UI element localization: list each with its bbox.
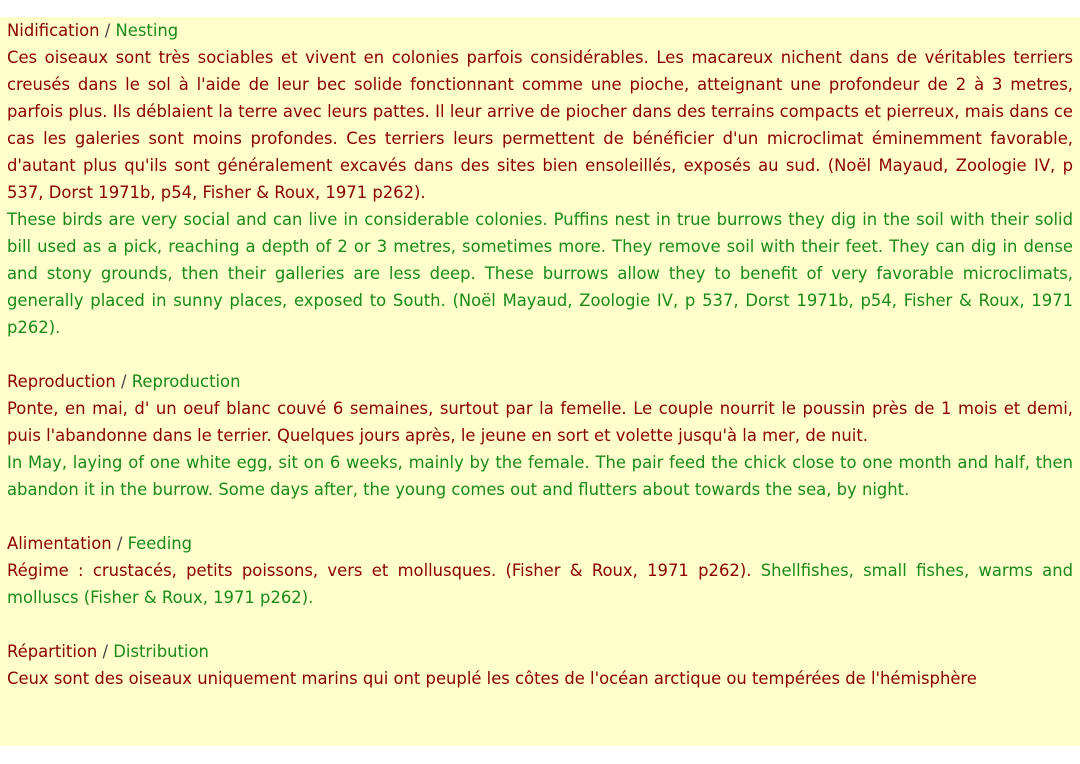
heading-en: Reproduction	[131, 372, 241, 391]
paragraph-en: In May, laying of one white egg, sit on 6 weeks, mainly by the female. The pair feed the chick close to one month and half, then abandon it in the burrow. Some days after, the young comes out and flutters about towards the sea, by night.	[7, 453, 1073, 499]
paragraph-en: These birds are very social and can live in considerable colonies. Puffins nest in true burrows they dig in the soil with their solid bill used as a pick, reaching a depth of 2 or 3 metres, sometimes more. They remove soil with their feet. They can dig in dense and stony grounds, then their galleries are less deep. These burrows allow they to benefit of very favorable microclimats, generally placed in sunny places, exposed to South. (Noël Mayaud, Zoologie IV, p 537, Dorst 1971b, p54, Fisher & Roux, 1971 p262).	[7, 210, 1073, 337]
heading-separator: /	[102, 642, 109, 661]
heading-en: Feeding	[127, 534, 193, 553]
heading-separator: /	[104, 21, 111, 40]
heading-fr: Reproduction	[7, 372, 116, 391]
section-heading	[7, 638, 1073, 665]
heading-fr: Nidification	[7, 21, 100, 40]
document-page	[0, 17, 1080, 746]
paragraph-fr: Ponte, en mai, d' un oeuf blanc couvé 6 semaines, surtout par la femelle. Le couple nourrit le poussin près de 1 mois et demi, puis l'abandonne dans le terrier. Quelques jours après, le jeune en sort et volette jusqu'à la mer, de nuit.	[7, 399, 1073, 445]
section-feeding	[7, 530, 1073, 611]
heading-separator: /	[116, 534, 123, 553]
heading-fr: Alimentation	[7, 534, 112, 553]
paragraph-en: Shellfishes, small fishes, warms and molluscs (Fisher & Roux, 1971 p262).	[7, 561, 1073, 607]
section-heading	[7, 368, 1073, 395]
paragraph-fr: Régime : crustacés, petits poissons, vers et mollusques. (Fisher & Roux, 1971 p262).	[7, 561, 752, 580]
section-heading	[7, 530, 1073, 557]
paragraph-fr: Ceux sont des oiseaux uniquement marins qui ont peuplé les côtes de l'océan arctique ou tempérées de l'hémisphère	[7, 669, 977, 688]
section-reproduction	[7, 368, 1073, 503]
heading-en: Nesting	[115, 21, 179, 40]
section-nesting	[7, 17, 1073, 341]
heading-separator: /	[120, 372, 127, 391]
heading-en: Distribution	[113, 642, 209, 661]
section-distribution	[7, 638, 1073, 692]
paragraph-fr: Ces oiseaux sont très sociables et vivent en colonies parfois considérables. Les macareux nichent dans de véritables terriers creusés dans le sol à l'aide de leur bec solide fonctionnant comme une pioche, atteignant une profondeur de 2 à 3 metres, parfois plus. Ils déblaient la terre avec leurs pattes. Il leur arrive de piocher dans des terrains compacts et pierreux, mais dans ce cas les galeries sont moins profondes. Ces terriers leurs permettent de bénéficier d'un microclimat éminemment favorable, d'autant plus qu'ils sont généralement excavés dans des sites bien ensoleillés, exposés au sud. (Noël Mayaud, Zoologie IV, p 537, Dorst 1971b, p54, Fisher & Roux, 1971 p262).	[7, 48, 1073, 202]
section-heading	[7, 17, 1073, 44]
paragraph-mixed	[7, 557, 1073, 611]
heading-fr: Répartition	[7, 642, 98, 661]
